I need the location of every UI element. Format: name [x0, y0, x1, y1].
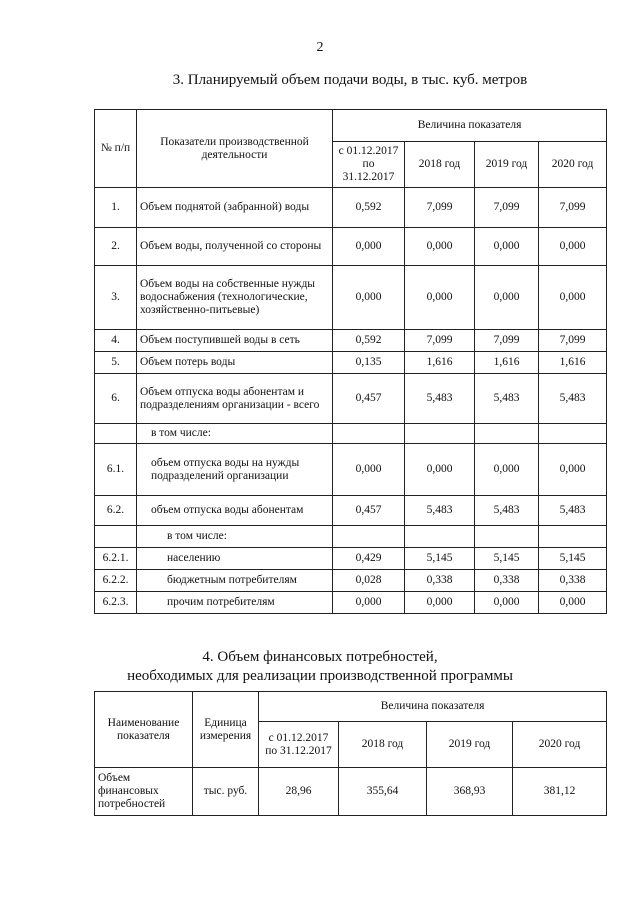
row-name: в том числе: [137, 424, 333, 444]
header-unit: Единица измерения [193, 692, 259, 768]
table-row [95, 768, 607, 816]
cell-2020: 0,000 [539, 592, 607, 614]
cell-2019: 0,000 [475, 266, 539, 330]
table-row [95, 228, 607, 266]
row-name: Объем потерь воды [137, 352, 333, 374]
row-num: 6.2. [95, 496, 137, 526]
cell-2019: 1,616 [475, 352, 539, 374]
cell-2019: 7,099 [475, 188, 539, 228]
cell-period: 0,000 [333, 266, 405, 330]
cell-period: 0,135 [333, 352, 405, 374]
header-2018: 2018 год [339, 722, 427, 768]
cell-2020 [539, 526, 607, 548]
header-num: № п/п [95, 110, 137, 188]
cell-2020: 0,000 [539, 228, 607, 266]
table-row [95, 424, 607, 444]
cell-2018: 1,616 [405, 352, 475, 374]
row-name: Объем финансовых потребностей [95, 768, 193, 816]
cell-2019: 5,145 [475, 548, 539, 570]
row-name: объем отпуска воды на нужды подразделений организации [137, 444, 333, 496]
row-name: прочим потребителям [137, 592, 333, 614]
header-period: с 01.12.2017 по 31.12.2017 [259, 722, 339, 768]
cell-2020: 5,483 [539, 496, 607, 526]
cell-2019: 7,099 [475, 330, 539, 352]
cell-2018: 5,483 [405, 496, 475, 526]
cell-period [333, 526, 405, 548]
cell-2018: 0,000 [405, 266, 475, 330]
cell-2018: 7,099 [405, 188, 475, 228]
cell-2018: 0,338 [405, 570, 475, 592]
table-row [95, 374, 607, 424]
cell-2018 [405, 424, 475, 444]
cell-period: 28,96 [259, 768, 339, 816]
row-num [95, 526, 137, 548]
cell-2020: 7,099 [539, 188, 607, 228]
page-number: 2 [316, 40, 324, 55]
header-2020: 2020 год [513, 722, 607, 768]
cell-2020: 5,145 [539, 548, 607, 570]
table-row [95, 496, 607, 526]
cell-2019 [475, 424, 539, 444]
row-num: 4. [95, 330, 137, 352]
cell-2020: 0,000 [539, 266, 607, 330]
table-row [95, 526, 607, 548]
financial-needs-table [94, 691, 607, 816]
cell-period [333, 424, 405, 444]
cell-2020: 0,338 [539, 570, 607, 592]
cell-period: 0,457 [333, 496, 405, 526]
cell-2019: 5,483 [475, 496, 539, 526]
cell-2018: 355,64 [339, 768, 427, 816]
cell-2019: 0,000 [475, 592, 539, 614]
row-num: 6.1. [95, 444, 137, 496]
cell-2018 [405, 526, 475, 548]
row-num: 6.2.1. [95, 548, 137, 570]
row-num: 6. [95, 374, 137, 424]
row-name: в том числе: [137, 526, 333, 548]
cell-2019: 368,93 [427, 768, 513, 816]
row-num: 5. [95, 352, 137, 374]
header-name: Наименование показателя [95, 692, 193, 768]
row-num: 1. [95, 188, 137, 228]
cell-period: 0,429 [333, 548, 405, 570]
header-value: Величина показателя [259, 692, 607, 722]
header-value: Величина показателя [333, 110, 607, 142]
cell-2019: 0,338 [475, 570, 539, 592]
table-row [95, 188, 607, 228]
cell-period: 0,028 [333, 570, 405, 592]
section-4-title [40, 648, 600, 686]
row-name: Объем поднятой (забранной) воды [137, 188, 333, 228]
cell-period: 0,592 [333, 330, 405, 352]
header-2018: 2018 год [405, 142, 475, 188]
cell-2018: 0,000 [405, 444, 475, 496]
table-row [95, 266, 607, 330]
row-name: Объем воды на собственные нужды водоснабжения (технологические, хозяйственно-питьевые) [137, 266, 333, 330]
cell-2020: 5,483 [539, 374, 607, 424]
section-3-title: 3. Планируемый объем подачи воды, в тыс. куб. метров [172, 72, 528, 88]
table-row [95, 592, 607, 614]
cell-period: 0,457 [333, 374, 405, 424]
row-num: 2. [95, 228, 137, 266]
table-row [95, 352, 607, 374]
cell-2019: 0,000 [475, 444, 539, 496]
row-num [95, 424, 137, 444]
row-name: Объем воды, полученной со стороны [137, 228, 333, 266]
cell-period: 0,000 [333, 228, 405, 266]
section-4-title-line1: 4. Объем финансовых потребностей, [202, 649, 438, 665]
row-name: бюджетным потребителям [137, 570, 333, 592]
row-name: Объем отпуска воды абонентам и подразделениям организации - всего [137, 374, 333, 424]
cell-2018: 0,000 [405, 592, 475, 614]
cell-2018: 5,483 [405, 374, 475, 424]
table-row [95, 330, 607, 352]
cell-2020: 1,616 [539, 352, 607, 374]
water-supply-table [94, 109, 607, 614]
cell-2020: 0,000 [539, 444, 607, 496]
table-row [95, 570, 607, 592]
row-num: 3. [95, 266, 137, 330]
header-2020: 2020 год [539, 142, 607, 188]
cell-2018: 5,145 [405, 548, 475, 570]
cell-2020: 7,099 [539, 330, 607, 352]
table-row [95, 444, 607, 496]
cell-2020 [539, 424, 607, 444]
cell-period: 0,000 [333, 592, 405, 614]
header-2019: 2019 год [475, 142, 539, 188]
cell-2020: 381,12 [513, 768, 607, 816]
section-4-title-line2: необходимых для реализации производственной программы [127, 668, 513, 684]
cell-2019 [475, 526, 539, 548]
cell-2019: 0,000 [475, 228, 539, 266]
cell-2018: 7,099 [405, 330, 475, 352]
table-row [95, 548, 607, 570]
cell-2018: 0,000 [405, 228, 475, 266]
row-name: объем отпуска воды абонентам [137, 496, 333, 526]
row-name: населению [137, 548, 333, 570]
cell-period: 0,000 [333, 444, 405, 496]
header-2019: 2019 год [427, 722, 513, 768]
row-num: 6.2.3. [95, 592, 137, 614]
header-indicator: Показатели производственной деятельности [137, 110, 333, 188]
header-period: с 01.12.2017 по 31.12.2017 [333, 142, 405, 188]
row-unit: тыс. руб. [193, 768, 259, 816]
row-name: Объем поступившей воды в сеть [137, 330, 333, 352]
cell-period: 0,592 [333, 188, 405, 228]
row-num: 6.2.2. [95, 570, 137, 592]
cell-2019: 5,483 [475, 374, 539, 424]
